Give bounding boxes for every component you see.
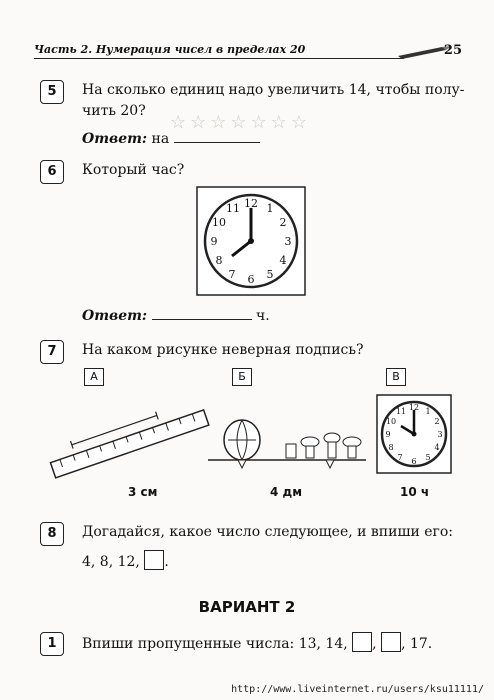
option-letter-a[interactable]: А (84, 368, 104, 386)
svg-text:10: 10 (385, 417, 397, 426)
answer-label: Ответ: (82, 308, 148, 324)
small-clock-figure (376, 394, 452, 474)
svg-text:11: 11 (395, 407, 407, 416)
svg-text:1: 1 (266, 202, 274, 215)
sequence-values: 4, 8, 12, (82, 554, 140, 570)
caption-v: 10 ч (400, 485, 430, 499)
task-v2-number-1: 1 (40, 632, 64, 656)
option-letter-b[interactable]: Б (232, 368, 252, 386)
answer-line-5[interactable] (174, 128, 260, 143)
svg-text:1: 1 (425, 407, 431, 416)
source-url: http://www.liveinternet.ru/users/ksu11111/ (231, 684, 484, 695)
svg-text:6: 6 (411, 457, 417, 466)
task-5-answer (82, 128, 260, 147)
task-v2-text (82, 632, 432, 654)
svg-text:8: 8 (388, 443, 394, 452)
svg-text:9: 9 (210, 235, 218, 248)
svg-text:3: 3 (284, 235, 292, 248)
caption-a: 3 см (128, 485, 158, 499)
answer-box-v2-1[interactable] (352, 632, 372, 652)
svg-text:7: 7 (228, 268, 236, 281)
task-5-text-line1: На сколько единиц надо увеличить 14, чтобы полу- (82, 82, 465, 98)
variant-title: ВАРИАНТ 2 (198, 598, 296, 616)
answer-box-8[interactable] (144, 550, 164, 570)
task-number-5: 5 (40, 80, 64, 104)
svg-text:5: 5 (425, 453, 431, 462)
ruler-figure (44, 396, 214, 488)
task-5-text-line2: чить 20? (82, 103, 146, 119)
answer-suffix: ч. (256, 308, 270, 324)
task-6-answer (82, 305, 270, 324)
svg-text:12: 12 (244, 197, 258, 210)
separator: , (372, 636, 377, 652)
svg-text:8: 8 (215, 254, 223, 267)
svg-text:5: 5 (266, 268, 274, 281)
svg-text:6: 6 (247, 273, 255, 286)
answer-prefix: на (151, 131, 170, 147)
sequence-end: , 17. (401, 636, 433, 652)
header-rule (34, 58, 404, 59)
svg-text:11: 11 (226, 202, 240, 215)
svg-text:7: 7 (397, 453, 403, 462)
answer-label: Ответ: (82, 131, 148, 147)
task-number-6: 6 (40, 160, 64, 184)
clock-figure (196, 186, 306, 296)
option-letter-v[interactable]: В (386, 368, 406, 386)
task-6-text: Который час? (82, 162, 185, 178)
task-8-text: Догадайся, какое число следующее, и впиши его: (82, 524, 454, 540)
caption-b: 4 дм (270, 485, 303, 499)
svg-text:9: 9 (385, 430, 391, 439)
svg-text:4: 4 (279, 254, 287, 267)
task-8-sequence (82, 550, 169, 572)
task-v2-prompt: Впиши пропущенные числа: 13, 14, (82, 636, 348, 652)
weights-figure (208, 404, 368, 472)
svg-text:10: 10 (212, 216, 226, 229)
task-number-7: 7 (40, 340, 64, 364)
svg-text:2: 2 (279, 216, 287, 229)
page-header (28, 40, 468, 60)
task-7-text: На каком рисунке неверная подпись? (82, 342, 364, 358)
page-number: 25 (443, 43, 462, 58)
svg-text:2: 2 (434, 417, 440, 426)
show-through-text: ☆☆☆☆☆☆☆ (170, 112, 311, 133)
answer-box-v2-2[interactable] (381, 632, 401, 652)
svg-text:3: 3 (437, 430, 443, 439)
svg-text:12: 12 (408, 403, 420, 412)
section-title: Часть 2. Нумерация чисел в пределах 20 (34, 43, 306, 56)
answer-line-6[interactable] (152, 305, 252, 320)
task-number-8: 8 (40, 522, 64, 546)
sequence-end: . (164, 554, 169, 570)
svg-text:4: 4 (434, 443, 440, 452)
